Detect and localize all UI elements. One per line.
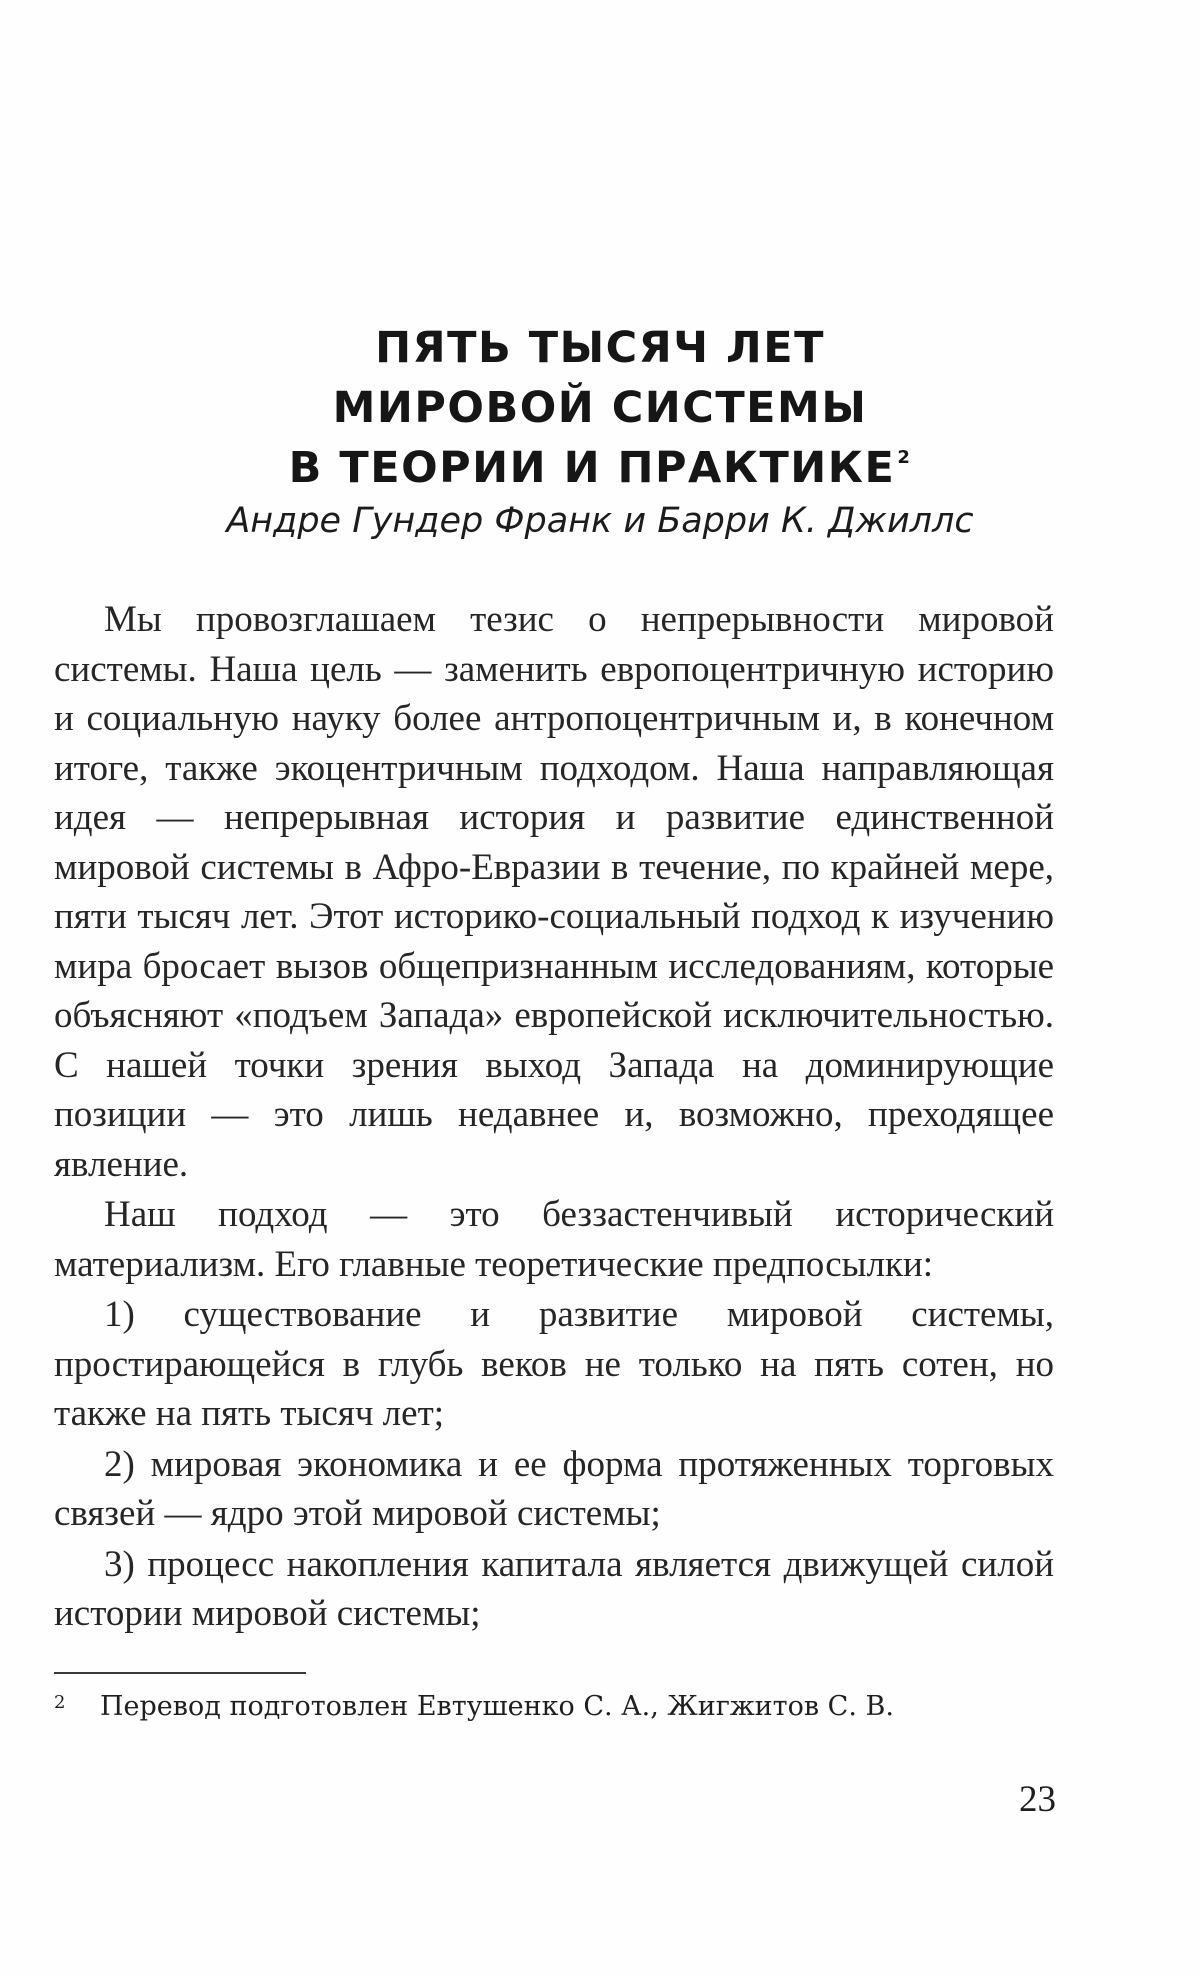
- title-footnote-ref[interactable]: 2: [897, 447, 912, 468]
- title-line-3: [100, 438, 1100, 498]
- footnote-text: Перевод подготовлен Евтушенко С. А., Жигжитов С. В.: [100, 1691, 894, 1722]
- title-line-2: МИРОВОЙ СИСТЕМЫ: [332, 383, 868, 433]
- page-number: 23: [1019, 1779, 1056, 1820]
- footnote-mark: 2: [54, 1692, 66, 1713]
- footnote: [54, 1682, 1054, 1732]
- paragraph-approach: Наш подход — это беззастенчивый исторический материализм. Его главные теоретические предпосылки:: [54, 1194, 1054, 1285]
- premise-1: 1) существование и развитие мировой системы, простирающейся в глубь веков не только на пять сотен, но также на пять тысяч лет;: [54, 1294, 1054, 1434]
- title-line-1: ПЯТЬ ТЫСЯЧ ЛЕТ: [375, 323, 825, 373]
- premise-3: 3) процесс накопления капитала является движущей силой истории мировой системы;: [54, 1543, 1054, 1634]
- title-line-3-text: В ТЕОРИИ И ПРАКТИКЕ: [288, 443, 896, 493]
- footnote-separator: [54, 1672, 306, 1674]
- premise-2: 2) мировая экономика и ее форма протяженных торговых связей — ядро этой мировой системы;: [54, 1443, 1054, 1534]
- chapter-title: [100, 318, 1100, 498]
- chapter-authors: Андре Гундер Франк и Барри К. Джиллс: [226, 501, 974, 541]
- body-text: [54, 595, 1054, 1639]
- paragraph-intro: Мы провозглашаем тезис о непрерывности мировой системы. Наша цель — заменить европоцентричную историю и социальную науку более антропоцентричным и, в конечном итоге, также экоцентричным подходом. Наша направляющая идея — непрерывная история и развитие единственной мировой системы в Афро-Евразии в течение, по крайней мере, пяти тысяч лет. Этот историко-социальный подход к изучению мира бросает вызов общепризнанным исследованиям, которые объясняют «подъем Запада» европейской исключительностью. С нашей точки зрения выход Запада на доминирующие позиции — это лишь недавнее и, возможно, преходящее явление.: [54, 599, 1054, 1185]
